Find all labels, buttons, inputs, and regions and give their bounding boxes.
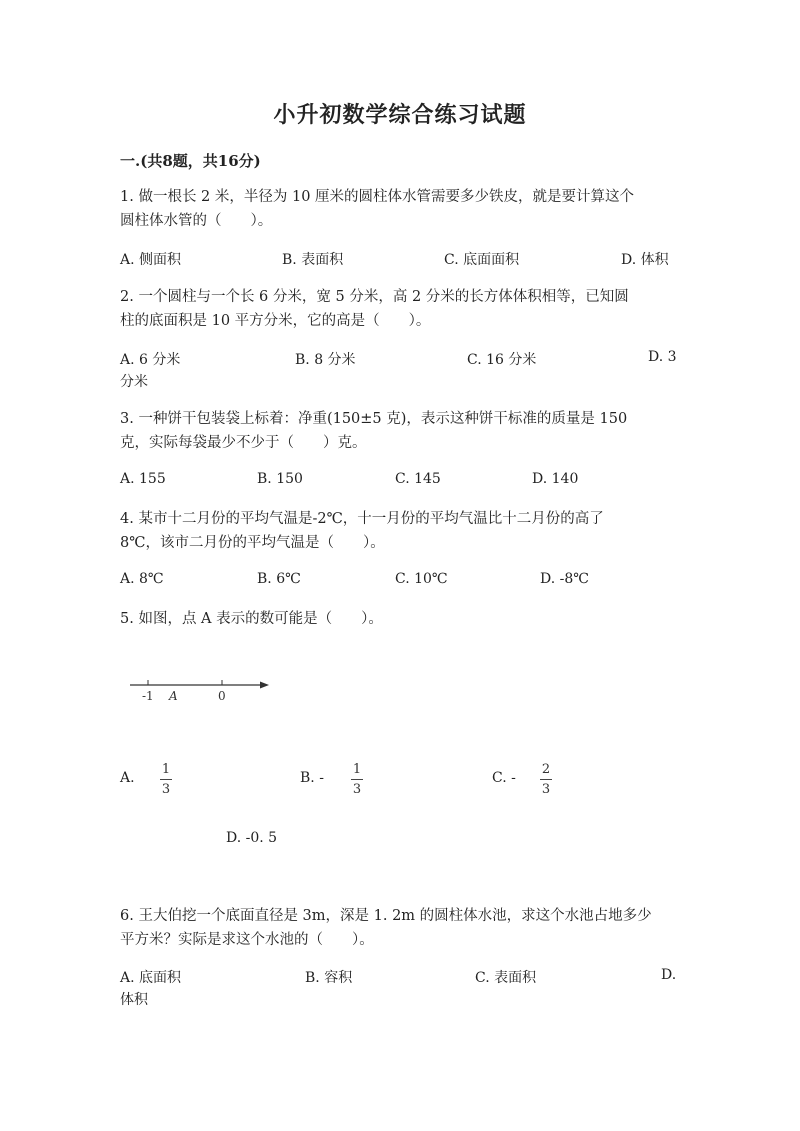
fraction-bar: [351, 779, 363, 780]
fraction-numerator: 1: [352, 762, 362, 777]
option-a-fraction: [160, 762, 172, 797]
question-2: [120, 285, 629, 333]
fraction-denominator: 3: [541, 782, 551, 797]
label-zero: 0: [218, 689, 226, 703]
option-c: C. 145: [395, 471, 441, 487]
option-b: B. -: [300, 770, 324, 786]
fraction-numerator: 1: [161, 762, 171, 777]
option-c: C. -: [492, 770, 516, 786]
option-d: D. 3: [648, 349, 677, 365]
option-a: A. 侧面积: [120, 252, 182, 268]
section-heading: 一.(共8题，共16分): [120, 152, 261, 170]
question-text-line: 平方米？实际是求这个水池的（ ）。: [120, 932, 374, 948]
option-d: D. 体积: [621, 252, 669, 268]
option-c: C. 表面积: [475, 970, 537, 986]
option-a: A. 6 分米: [120, 352, 181, 368]
fraction-numerator: 2: [541, 762, 551, 777]
question-text-line: 5. 如图，点 A 表示的数可能是（ ）。: [120, 611, 383, 627]
option-a: A. 底面积: [120, 970, 182, 986]
page-title: 小升初数学综合练习试题: [273, 102, 527, 128]
option-b: B. 6℃: [257, 571, 301, 587]
option-d: D. 140: [532, 471, 579, 487]
question-text-line: 4. 某市十二月份的平均气温是-2℃，十一月份的平均气温比十二月份的高了: [120, 511, 604, 527]
fraction-denominator: 3: [352, 782, 362, 797]
question-text-line: 克，实际每袋最少不少于（ ）克。: [120, 435, 367, 451]
option-b-fraction: [351, 762, 363, 797]
option-a: A. 155: [120, 471, 166, 487]
option-c: C. 底面面积: [444, 252, 520, 268]
number-line-figure: [125, 675, 275, 709]
question-text-line: 2. 一个圆柱与一个长 6 分米，宽 5 分米，高 2 分米的长方体体积相等，已知圆: [120, 289, 629, 305]
question-4: [120, 507, 604, 555]
question-5: [120, 607, 383, 631]
option-b: B. 表面积: [282, 252, 344, 268]
question-text-line: 柱的底面积是 10 平方分米，它的高是（ ）。: [120, 313, 431, 329]
question-text-line: 1. 做一根长 2 米，半径为 10 厘米的圆柱体水管需要多少铁皮，就是要计算这个: [120, 189, 635, 205]
option-b: B. 150: [257, 471, 303, 487]
option-b: B. 8 分米: [295, 352, 356, 368]
label-point-a: A: [169, 689, 178, 703]
option-d-continued: 体积: [120, 992, 148, 1008]
question-text-line: 3. 一种饼干包装袋上标着：净重(150±5 克)，表示这种饼干标准的质量是 150: [120, 411, 628, 427]
question-6: [120, 904, 652, 952]
fraction-bar: [160, 779, 172, 780]
option-a: A. 8℃: [120, 571, 164, 587]
option-c: C. 16 分米: [467, 352, 537, 368]
option-d: D. -8℃: [540, 571, 589, 587]
question-1: [120, 185, 634, 233]
arrow-head-icon: [260, 682, 269, 689]
fraction-denominator: 3: [161, 782, 171, 797]
question-3: [120, 407, 627, 455]
option-c-fraction: [540, 762, 552, 797]
fraction-bar: [540, 779, 552, 780]
option-c: C. 10℃: [395, 571, 448, 587]
option-d: D.: [661, 967, 677, 983]
option-d: D. -0. 5: [226, 830, 278, 846]
question-text-line: 6. 王大伯挖一个底面直径是 3m，深是 1. 2m 的圆柱体水池，求这个水池占地多少: [120, 908, 652, 924]
option-b: B. 容积: [305, 970, 353, 986]
label-minus-one: -1: [142, 689, 154, 703]
question-text-line: 圆柱体水管的（ ）。: [120, 213, 273, 229]
option-d-continued: 分米: [120, 374, 148, 390]
question-text-line: 8℃，该市二月份的平均气温是（ ）。: [120, 535, 385, 551]
option-a: A.: [120, 770, 135, 786]
